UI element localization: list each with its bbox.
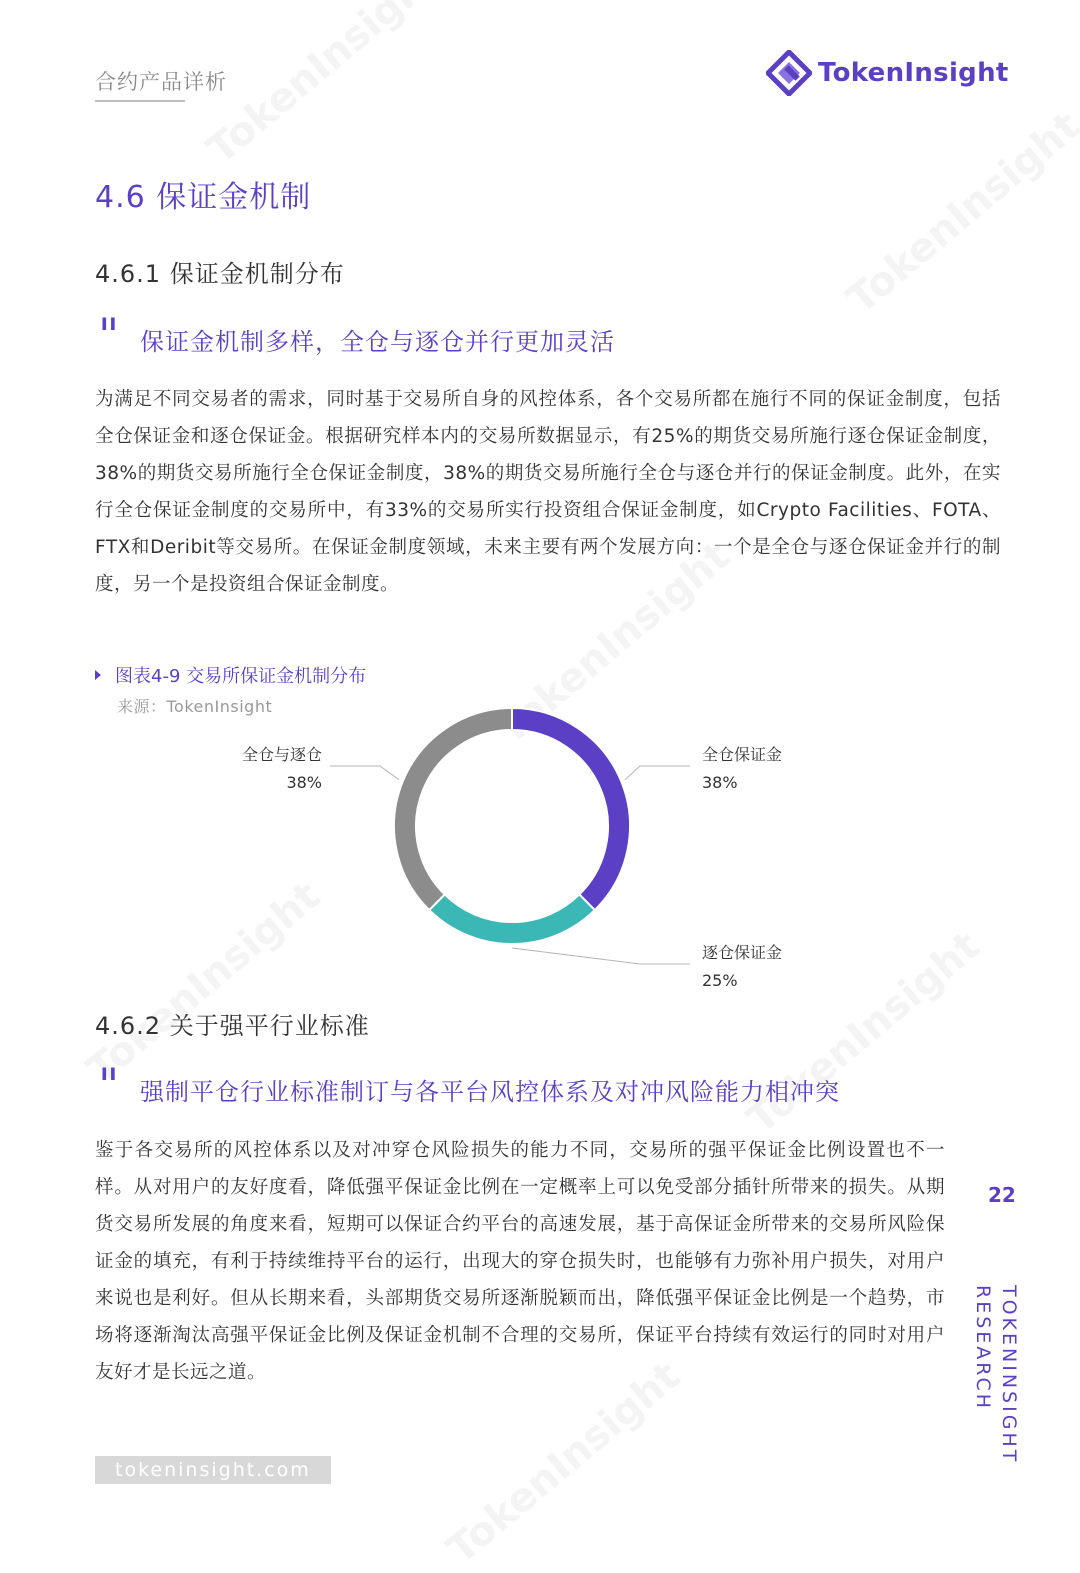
donut-slice [429, 894, 595, 944]
logo-text: TokenInsight [818, 58, 1009, 88]
footer-url-link[interactable]: tokeninsight.com [95, 1456, 331, 1484]
slice-label: 全仓与逐仓 [241, 745, 322, 764]
figure-source: 来源：TokenInsight [117, 697, 273, 716]
subsection-heading-2: 4.6.2 关于强平行业标准 [95, 1012, 370, 1040]
header-divider [95, 100, 185, 102]
figure-caption [95, 662, 366, 688]
vertical-brand [960, 1285, 1020, 1465]
watermark [839, 103, 1080, 323]
slice-label: 逐仓保证金 [702, 943, 783, 962]
key-point-1: 保证金机制多样，全仓与逐仓并行更加灵活 [140, 328, 615, 356]
slice-value-label: 38% [286, 773, 322, 792]
slice-label: 全仓保证金 [702, 745, 783, 764]
subsection-heading-1: 4.6.1 保证金机制分布 [95, 260, 345, 288]
donut-slice [512, 708, 630, 910]
logo [766, 50, 1009, 96]
header-section-title: 合约产品详析 [95, 70, 227, 94]
leader-line [512, 948, 690, 964]
section-heading: 4.6 保证金机制 [95, 180, 312, 215]
leader-line [625, 766, 690, 780]
watermark [199, 0, 449, 173]
quote-icon: " [98, 308, 120, 362]
key-point-2: 强制平仓行业标准制订与各平台风控体系及对冲风险能力相冲突 [140, 1078, 840, 1106]
brand-line-1: TOKENINSIGHT [998, 1285, 1020, 1465]
logo-mark-icon [766, 50, 812, 96]
slice-value-label: 25% [702, 971, 738, 990]
donut-slice [394, 708, 512, 910]
quote-icon: " [98, 1058, 120, 1112]
figure-caption-text: 图表4-9 交易所保证金机制分布 [115, 666, 367, 687]
brand-line-2: RESEARCH [972, 1285, 994, 1412]
page-number: 22 [988, 1183, 1016, 1207]
body-paragraph-2: 鉴于各交易所的风控体系以及对冲穿仓风险损失的能力不同，交易所的强平保证金比例设置也不一样。从对用户的友好度看，降低强平保证金比例在一定概率上可以免受部分插针所带来的损失。从期货交易所发展的角度来看，短期可以保证合约平台的高速发展，基于高保证金所带来的交易所风险保证金的填充，有利于持续维持平台的运行，出现大的穿仓损失时，也能够有力弥补用户损失，对用户来说也是利好。但从长期来看，头部期货交易所逐渐脱颖而出，降低强平保证金比例是一个趋势，市场将逐渐淘汰高强平保证金比例及保证金机制不合理的交易所，保证平台持续有效运行的同时对用户友好才是长远之道。 [95, 1140, 945, 1383]
donut-chart [0, 700, 1080, 1000]
caption-bullet-icon [95, 670, 101, 680]
leader-line [330, 766, 399, 780]
body-paragraph-1: 为满足不同交易者的需求，同时基于交易所自身的风控体系，各个交易所都在施行不同的保证金制度，包括全仓保证金和逐仓保证金。根据研究样本内的交易所数据显示，有25%的期货交易所施行逐仓保证金制度，38%的期货交易所施行全仓保证金制度，38%的期货交易所施行全仓与逐仓并行的保证金制度。此外，在实行全仓保证金制度的交易所中，有33%的交易所实行投资组合保证金制度，如Crypto Facilities、FOTA、FTX和Deribit等交易所。在保证金制度领域，未来主要有两个发展方向：一个是全仓与逐仓保证金并行的制度，另一个是投资组合保证金制度。 [95, 389, 1001, 595]
slice-value-label: 38% [702, 773, 738, 792]
